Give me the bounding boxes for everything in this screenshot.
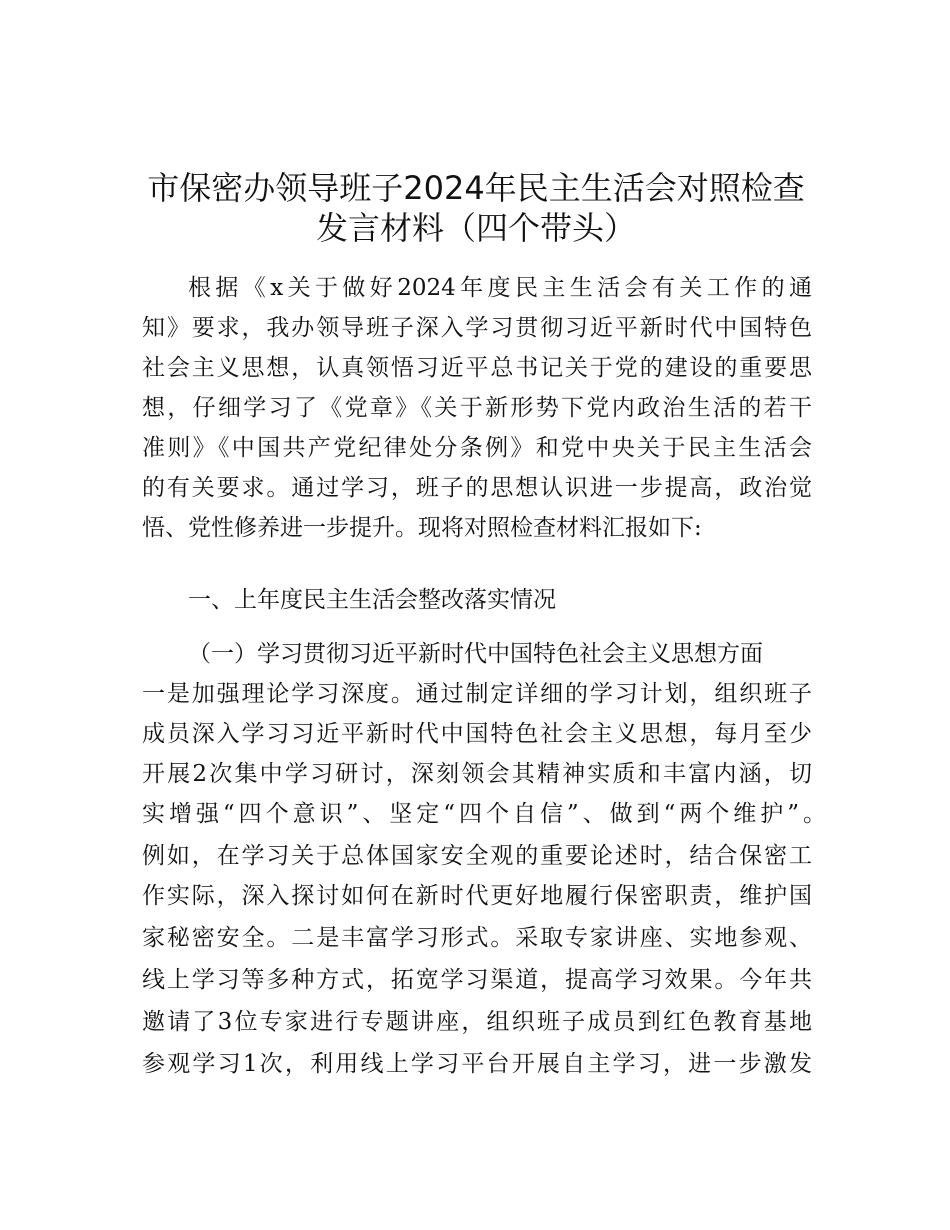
paragraph-line: 社会主义思想，认真领悟习近平总书记关于党的建设的重要思 bbox=[142, 355, 812, 381]
paragraph-line: 成员深入学习习近平新时代中国特色社会主义思想，每月至少 bbox=[142, 721, 812, 747]
paragraph-line: 例如，在学习关于总体国家安全观的重要论述时，结合保密工 bbox=[142, 843, 812, 869]
paragraph-line: 的有关要求。通过学习，班子的思想认识进一步提高，政治觉 bbox=[142, 475, 812, 501]
paragraph-line: 邀请了3位专家进行专题讲座，组织班子成员到红色教育基地 bbox=[142, 1009, 812, 1035]
paragraph-line: 线上学习等多种方式，拓宽学习渠道，提高学习效果。今年共 bbox=[142, 967, 812, 993]
document-title-line-2: 发言材料（四个带头） bbox=[315, 209, 636, 247]
paragraph-line: 悟、党性修养进一步提升。现将对照检查材料汇报如下: bbox=[142, 515, 702, 541]
paragraph-line: 家秘密安全。二是丰富学习形式。采取专家讲座、实地参观、 bbox=[142, 925, 812, 951]
document-title-line-1: 市保密办领导班子2024年民主生活会对照检查 bbox=[147, 169, 805, 207]
paragraph-line: 开展2次集中学习研讨，深刻领会其精神实质和丰富内涵，切 bbox=[142, 761, 812, 787]
paragraph-line: 准则》《中国共产党纪律处分条例》和党中央关于民主生活会 bbox=[142, 435, 812, 461]
subsection-heading: （一）学习贯彻习近平新时代中国特色社会主义思想方面 bbox=[188, 641, 763, 667]
paragraph-line: 作实际，深入探讨如何在新时代更好地履行保密职责，维护国 bbox=[142, 883, 812, 909]
paragraph-line: 想，仔细学习了《党章》《关于新形势下党内政治生活的若干 bbox=[142, 395, 812, 421]
paragraph-line: 一是加强理论学习深度。通过制定详细的学习计划，组织班子 bbox=[142, 681, 812, 707]
paragraph-line: 实增强“四个意识”、坚定“四个自信”、做到“两个维护”。 bbox=[142, 801, 826, 827]
section-heading: 一、上年度民主生活会整改落实情况 bbox=[188, 587, 556, 613]
paragraph-line: 知》要求，我办领导班子深入学习贯彻习近平新时代中国特色 bbox=[142, 315, 812, 341]
paragraph-line: 参观学习1次，利用线上学习平台开展自主学习，进一步激发 bbox=[142, 1051, 812, 1077]
paragraph-line: 根据《x关于做好2024年度民主生活会有关工作的通 bbox=[188, 275, 812, 301]
